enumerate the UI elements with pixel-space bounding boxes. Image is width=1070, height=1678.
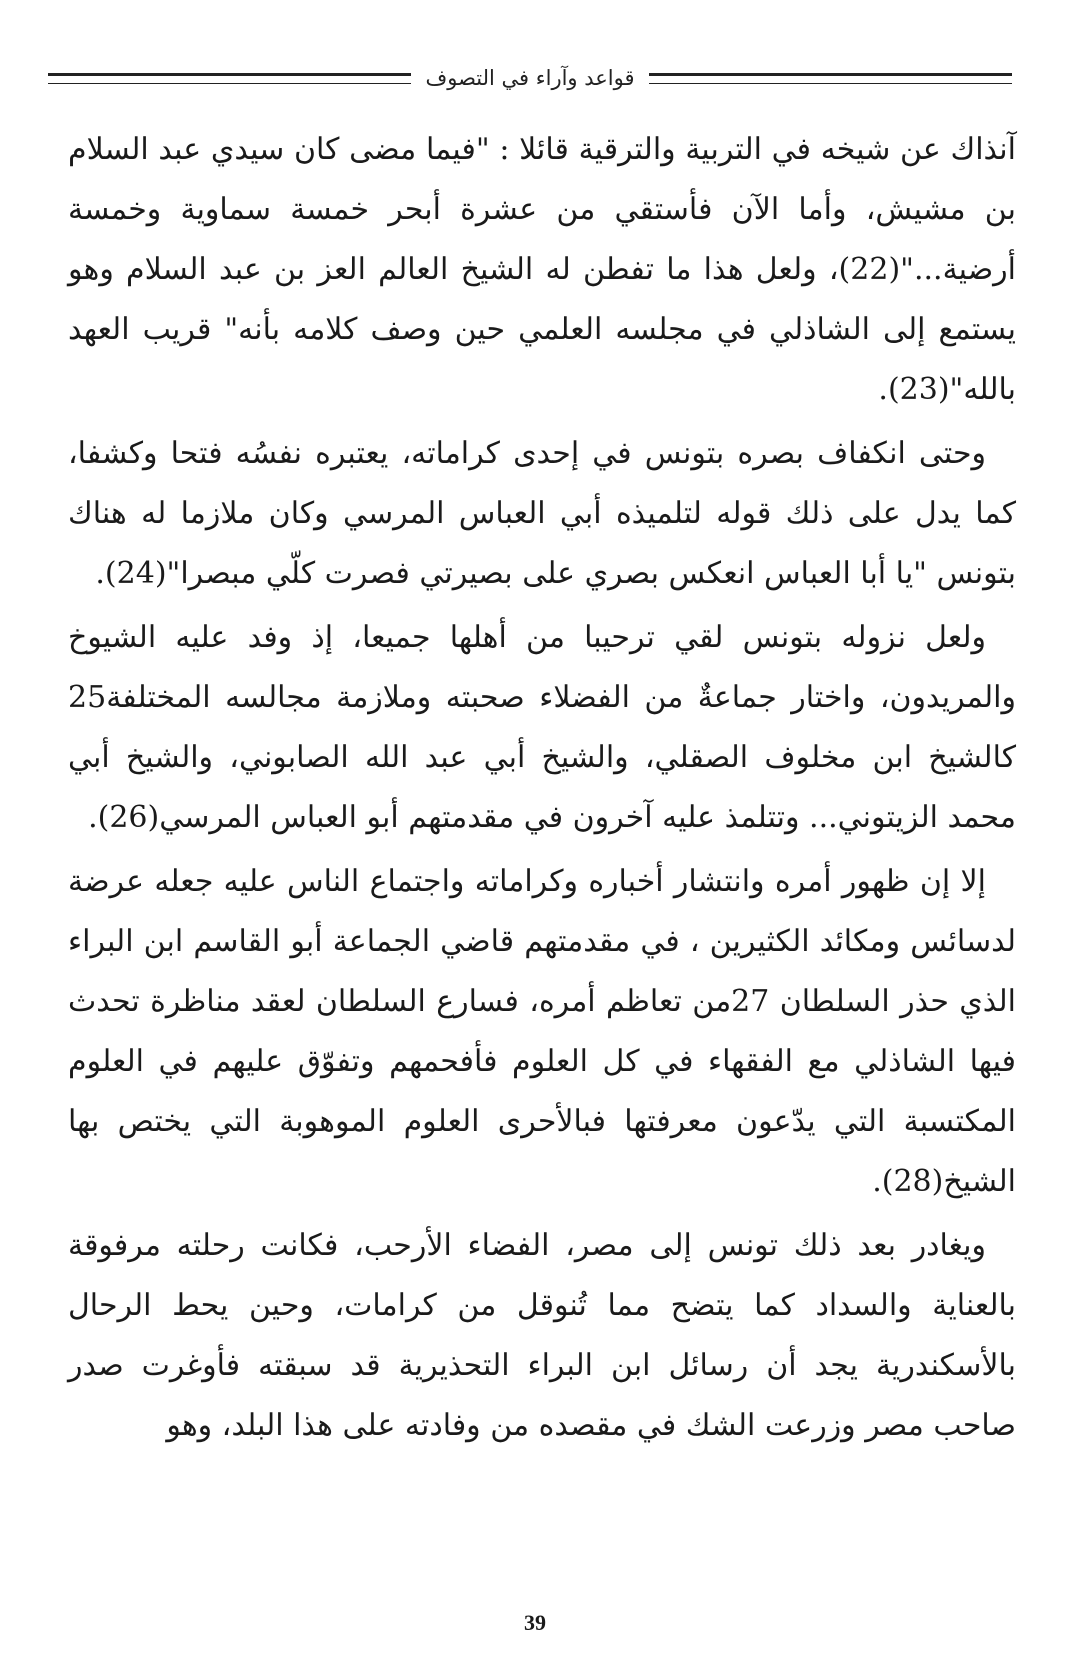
header-rule-right bbox=[649, 73, 1012, 84]
paragraph-1: آنذاك عن شيخه في التربية والترقية قائلا : "فيما مضى كان سيدي عبد السلام بن مشيش، وأما الآن فأستقي من عشرة أبحر خمسة سماوية وخمسة أرضية..."(22)، ولعل هذا ما تفطن له الشيخ العالم العز بن عبد السلام وهو يستمع إلى الشاذلي في مجلسه العلمي حين وصف كلامه بأنه" قريب العهد بالله"(23). bbox=[68, 132, 1016, 407]
paragraph-2: وحتى انكفاف بصره بتونس في إحدى كراماته، يعتبره نفسُه فتحا وكشفا، كما يدل على ذلك قوله لتلميذه أبي العباس المرسي وكان ملازما له هناك بتونس "يا أبا العباس انعكس بصري على بصيرتي فصرت كلّي مبصرا"(24). bbox=[68, 436, 1016, 591]
paragraph-4: إلا إن ظهور أمره وانتشار أخباره وكراماته واجتماع الناس عليه جعله عرضة لدسائس ومكائد الكثيرين ، في مقدمتهم قاضي الجماعة أبو القاسم ابن البراء الذي حذر السلطان 27من تعاظم أمره، فسارع السلطان لعقد مناظرة تحدث فيها الشاذلي مع الفقهاء في كل العلوم فأفحمهم وتفوّق عليهم في العلوم المكتسبة التي يدّعون معرفتها فبالأحرى العلوم الموهوبة التي يختص بها الشيخ(28). bbox=[68, 864, 1016, 1199]
page-number: 39 bbox=[524, 1610, 546, 1635]
header-rule-left bbox=[48, 73, 411, 84]
body-text bbox=[68, 120, 1016, 1460]
paragraph-5: ويغادر بعد ذلك تونس إلى مصر، الفضاء الأرحب، فكانت رحلته مرفوقة بالعناية والسداد كما يتضح مما تُنوقل من كرامات، وحين يحط الرحال بالأسكندرية يجد أن رسائل ابن البراء التحذيرية قد سبقته فأوغرت صدر صاحب مصر وزرعت الشك في مقصده من وفادته على هذا البلد، وهو bbox=[68, 1228, 1016, 1443]
paragraph-3: ولعل نزوله بتونس لقي ترحيبا من أهلها جميعا، إذ وفد عليه الشيوخ والمريدون، واختار جماعةٌ من الفضلاء صحبته وملازمة مجالسه المختلفة25 كالشيخ ابن مخلوف الصقلي، والشيخ أبي عبد الله الصابوني، والشيخ أبي محمد الزيتوني... وتتلمذ عليه آخرون في مقدمتهم أبو العباس المرسي(26). bbox=[68, 620, 1016, 835]
running-header bbox=[48, 58, 1012, 98]
running-header-title: قواعد وآراء في التصوف bbox=[425, 66, 635, 90]
